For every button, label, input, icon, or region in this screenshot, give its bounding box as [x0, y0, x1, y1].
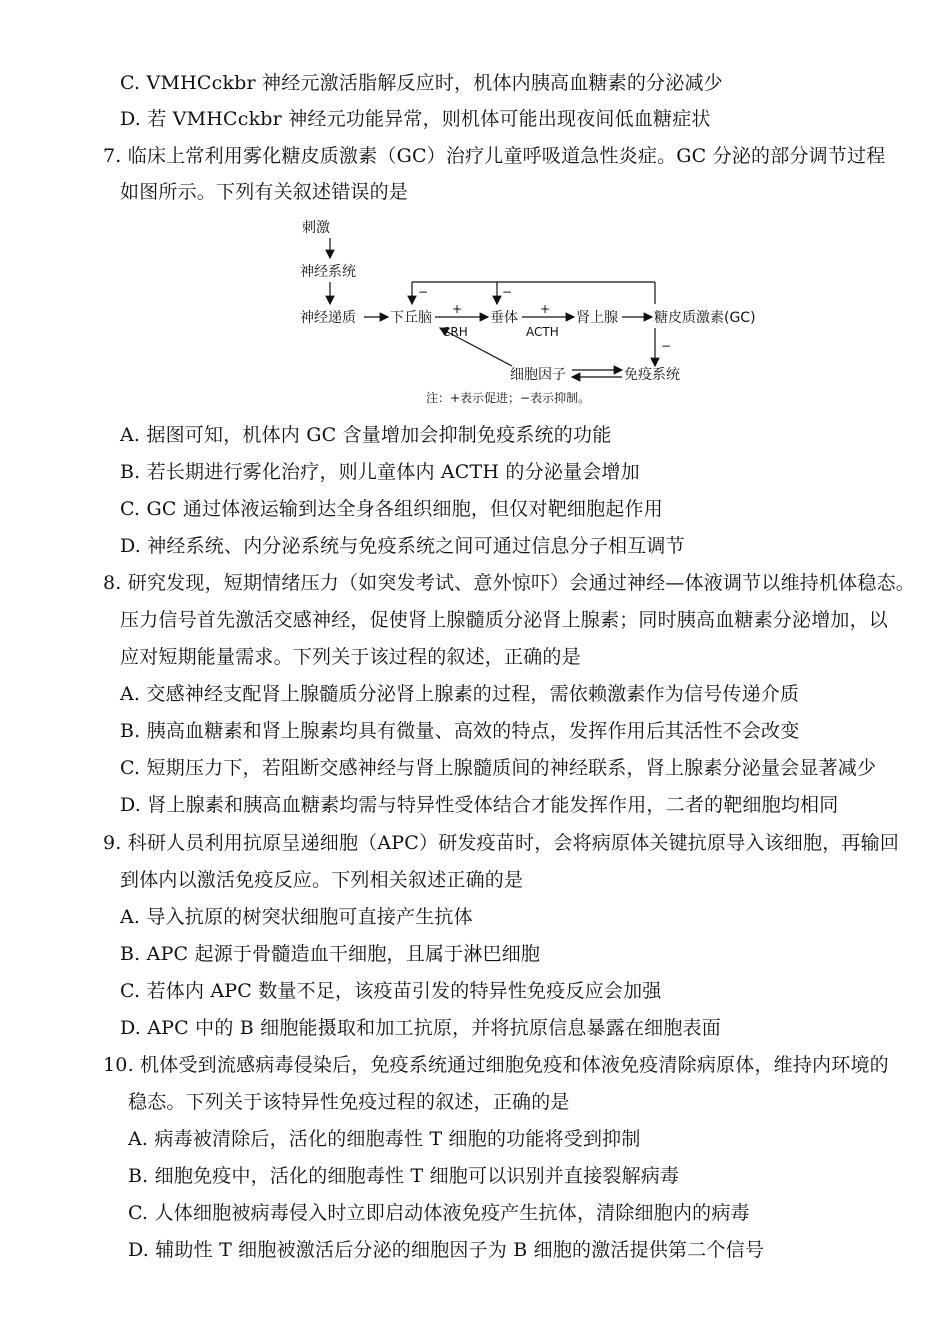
q7-option-d: D. 神经系统、内分泌系统与免疫系统之间可通过信息分子相互调节: [120, 535, 685, 557]
q9-stem-line1: 9. 科研人员利用抗原呈递细胞（APC）研发疫苗时，会将病原体关键抗原导入该细胞，再输回: [103, 832, 900, 854]
diagram-nervous-system: 神经系统: [300, 264, 356, 280]
diagram-minus-hypothalamus: −: [418, 285, 429, 299]
diagram-plus-crh: +: [452, 302, 463, 316]
diagram-crh: CRH: [442, 325, 468, 339]
diagram-adrenal: 肾上腺: [576, 310, 618, 326]
q7-option-b: B. 若长期进行雾化治疗，则儿童体内 ACTH 的分泌量会增加: [120, 461, 640, 483]
arrow-cytokine-hypothalamus: [440, 328, 512, 366]
q8-stem-line2: 压力信号首先激活交感神经，促使肾上腺髓质分泌肾上腺素；同时胰高血糖素分泌增加，以: [120, 609, 889, 631]
q8-option-c: C. 短期压力下，若阻断交感神经与肾上腺髓质间的神经联系，肾上腺素分泌量会显著减少: [120, 757, 877, 779]
q9-option-c: C. 若体内 APC 数量不足，该疫苗引发的特异性免疫反应会加强: [120, 980, 662, 1002]
gc-regulation-diagram: [290, 214, 760, 414]
diagram-gc: 糖皮质激素(GC): [654, 310, 756, 326]
q10-stem-line1: 10. 机体受到流感病毒侵染后，免疫系统通过细胞免疫和体液免疫清除病原体，维持内环境的: [103, 1054, 889, 1076]
q8-option-b: B. 胰高血糖素和肾上腺素均具有微量、高效的特点，发挥作用后其活性不会改变: [120, 720, 800, 742]
q8-option-d: D. 肾上腺素和胰高血糖素均需与特异性受体结合才能发挥作用，二者的靶细胞均相同: [120, 794, 839, 816]
q8-option-a: A. 交感神经支配肾上腺髓质分泌肾上腺素的过程，需依赖激素作为信号传递介质: [120, 683, 800, 705]
diagram-stimulus: 刺激: [302, 220, 330, 236]
diagram-plus-acth: +: [540, 302, 551, 316]
diagram-minus-immune: −: [661, 339, 672, 353]
diagram-note: 注：+表示促进；−表示抑制。: [426, 391, 591, 405]
q9-option-b: B. APC 起源于骨髓造血干细胞，且属于淋巴细胞: [120, 943, 541, 965]
diagram-minus-pituitary: −: [502, 285, 513, 299]
q8-stem-line3: 应对短期能量需求。下列关于该过程的叙述，正确的是: [120, 646, 581, 668]
diagram-hypothalamus: 下丘脑: [390, 310, 432, 326]
q10-option-a: A. 病毒被清除后，活化的细胞毒性 T 细胞的功能将受到抑制: [128, 1128, 641, 1150]
diagram-cytokine: 细胞因子: [510, 367, 566, 383]
q7-option-a: A. 据图可知，机体内 GC 含量增加会抑制免疫系统的功能: [120, 424, 612, 446]
diagram-neurotransmitter: 神经递质: [300, 310, 356, 326]
q9-option-a: A. 导入抗原的树突状细胞可直接产生抗体: [120, 906, 473, 928]
diagram-immune-system: 免疫系统: [624, 367, 680, 383]
q7-stem-line2: 如图所示。下列有关叙述错误的是: [120, 181, 409, 203]
q7-option-c: C. GC 通过体液运输到达全身各组织细胞，但仅对靶细胞起作用: [120, 498, 663, 520]
q10-option-d: D. 辅助性 T 细胞被激活后分泌的细胞因子为 B 细胞的激活提供第二个信号: [128, 1239, 765, 1261]
diagram-acth: ACTH: [526, 325, 559, 339]
q10-option-c: C. 人体细胞被病毒侵入时立即启动体液免疫产生抗体，清除细胞内的病毒: [128, 1202, 750, 1224]
q7-stem-line1: 7. 临床上常利用雾化糖皮质激素（GC）治疗儿童呼吸道急性炎症。GC 分泌的部分调节过程: [103, 145, 886, 167]
q10-option-b: B. 细胞免疫中，活化的细胞毒性 T 细胞可以识别并直接裂解病毒: [128, 1165, 680, 1187]
q9-option-d: D. APC 中的 B 细胞能摄取和加工抗原，并将抗原信息暴露在细胞表面: [120, 1017, 721, 1039]
diagram-pituitary: 垂体: [490, 310, 518, 326]
q8-stem-line1: 8. 研究发现，短期情绪压力（如突发考试、意外惊吓）会通过神经—体液调节以维持机体稳态。: [103, 572, 915, 594]
q6-option-c: C. VMHCckbr 神经元激活脂解反应时，机体内胰高血糖素的分泌减少: [120, 72, 723, 94]
q6-option-d: D. 若 VMHCckbr 神经元功能异常，则机体可能出现夜间低血糖症状: [120, 108, 711, 130]
q10-stem-line2: 稳态。下列关于该特异性免疫过程的叙述，正确的是: [128, 1091, 570, 1113]
q9-stem-line2: 到体内以激活免疫反应。下列相关叙述正确的是: [120, 869, 524, 891]
